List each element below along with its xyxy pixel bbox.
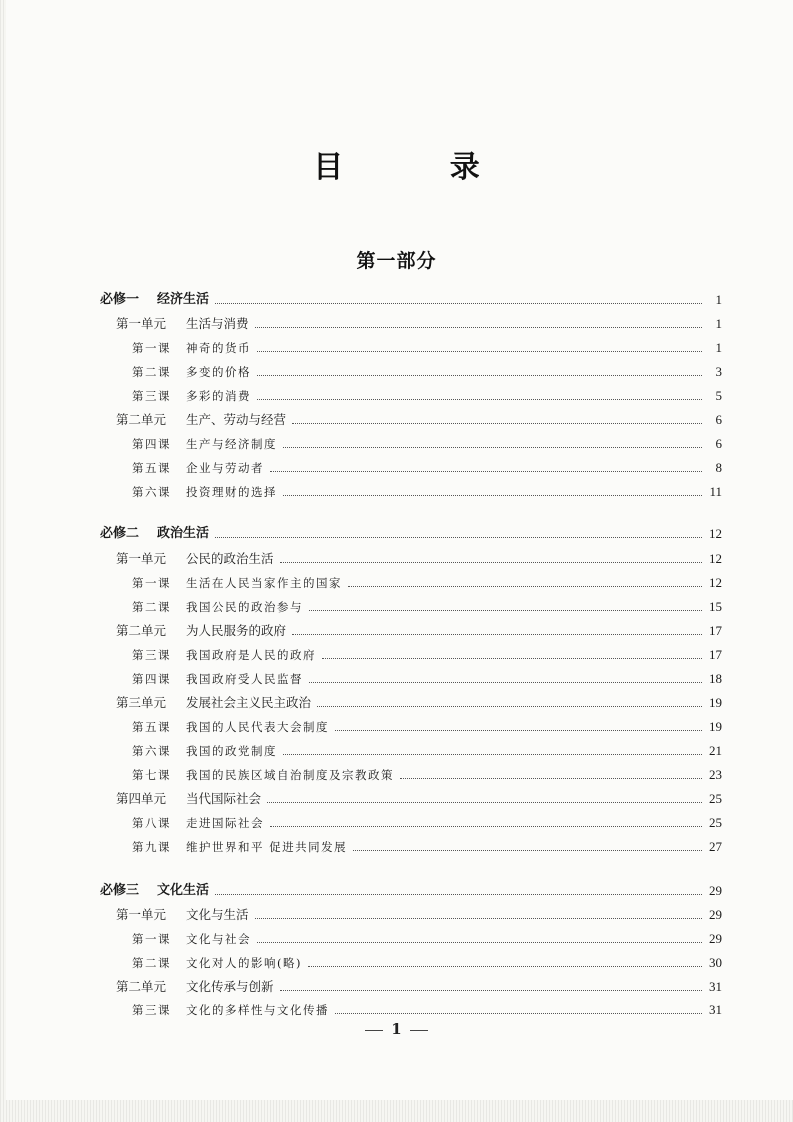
toc-entry-title: 生产、劳动与经营 bbox=[186, 412, 287, 427]
footer-dash-left bbox=[365, 1030, 383, 1031]
toc-leader-dots bbox=[257, 941, 702, 943]
toc-entry-number: 第二单元 bbox=[116, 623, 167, 638]
toc-entry-lesson bbox=[132, 482, 722, 502]
toc-leader-dots bbox=[280, 989, 702, 991]
toc-entry-number: 第一单元 bbox=[116, 551, 167, 566]
toc-entry-number: 第一单元 bbox=[116, 316, 167, 331]
toc-entry-page: 3 bbox=[715, 364, 722, 379]
toc-leader-dots bbox=[270, 470, 702, 472]
toc-entry-number: 必修一 bbox=[100, 292, 140, 307]
toc-entry-title: 投资理财的选择 bbox=[186, 485, 277, 499]
toc-entry-number: 第三课 bbox=[132, 1003, 171, 1017]
toc-entry-title: 文化对人的影响(略) bbox=[186, 956, 302, 970]
toc-entry-page: 12 bbox=[709, 526, 722, 541]
toc-leader-dots bbox=[335, 1012, 702, 1014]
toc-entry-page: 17 bbox=[709, 623, 722, 638]
toc-entry-title: 走进国际社会 bbox=[186, 816, 264, 830]
toc-entry-lesson bbox=[132, 669, 722, 689]
toc-entry-number: 第二单元 bbox=[116, 979, 167, 994]
toc-entry-page: 1 bbox=[715, 316, 722, 331]
toc-entry-module bbox=[100, 881, 722, 901]
toc-leader-dots bbox=[348, 585, 702, 587]
toc-entry-page: 18 bbox=[709, 671, 722, 686]
toc-entry-number: 第一课 bbox=[132, 576, 171, 590]
toc-entry-title: 多彩的消费 bbox=[186, 389, 251, 403]
toc-leader-dots bbox=[215, 302, 702, 304]
toc-leader-dots bbox=[335, 729, 702, 731]
toc-entry-page: 23 bbox=[709, 767, 722, 782]
page-footer bbox=[0, 1020, 793, 1038]
toc-entry-page: 1 bbox=[715, 292, 722, 307]
toc-leader-dots bbox=[257, 374, 702, 376]
toc-entry-title: 文化的多样性与文化传播 bbox=[186, 1003, 329, 1017]
toc-entry-lesson bbox=[132, 458, 722, 478]
toc-entry-lesson bbox=[132, 741, 722, 761]
toc-entry-lesson bbox=[132, 362, 722, 382]
toc-entry-title: 文化传承与创新 bbox=[186, 979, 274, 994]
toc-entry-title: 我国公民的政治参与 bbox=[186, 600, 303, 614]
toc-leader-dots bbox=[283, 446, 702, 448]
toc-entry-page: 29 bbox=[709, 907, 722, 922]
toc-entry-page: 5 bbox=[715, 388, 722, 403]
toc-entry-number: 必修三 bbox=[100, 883, 140, 898]
toc-entry-number: 第二课 bbox=[132, 600, 171, 614]
toc-entry-title: 生产与经济制度 bbox=[186, 437, 277, 451]
toc-entry-lesson bbox=[132, 837, 722, 857]
toc-leader-dots bbox=[292, 633, 702, 635]
toc-entry-title: 生活在人民当家作主的国家 bbox=[186, 576, 342, 590]
toc-entry-number: 第五课 bbox=[132, 720, 171, 734]
toc-entry-page: 1 bbox=[715, 340, 722, 355]
toc-entry-page: 12 bbox=[709, 551, 722, 566]
toc-entry-unit bbox=[116, 905, 722, 925]
toc-entry-page: 11 bbox=[709, 484, 722, 499]
toc-entry-number: 第五课 bbox=[132, 461, 171, 475]
part-title: 第一部分 bbox=[356, 250, 437, 272]
toc-entry-title: 我国的民族区域自治制度及宗教政策 bbox=[186, 768, 394, 782]
toc-leader-dots bbox=[270, 825, 702, 827]
toc-leader-dots bbox=[215, 536, 702, 538]
toc-leader-dots bbox=[257, 398, 702, 400]
toc-leader-dots bbox=[309, 681, 702, 683]
toc-leader-dots bbox=[400, 777, 702, 779]
toc-leader-dots bbox=[308, 965, 702, 967]
toc-leader-dots bbox=[353, 849, 702, 851]
toc-entry-page: 27 bbox=[709, 839, 722, 854]
toc-leader-dots bbox=[267, 801, 702, 803]
toc-entry-page: 30 bbox=[709, 955, 722, 970]
toc-entry-title: 为人民服务的政府 bbox=[186, 623, 287, 638]
toc-entry-page: 31 bbox=[709, 979, 722, 994]
toc-entry-number: 第二单元 bbox=[116, 412, 167, 427]
toc-entry-number: 第二课 bbox=[132, 365, 171, 379]
toc-entry-page: 6 bbox=[715, 412, 722, 427]
toc-entry-title: 文化与社会 bbox=[186, 932, 251, 946]
toc-entry-lesson bbox=[132, 813, 722, 833]
toc-entry-unit bbox=[116, 977, 722, 997]
toc-entry-title: 我国的政党制度 bbox=[186, 744, 277, 758]
toc-entry-title: 企业与劳动者 bbox=[186, 461, 264, 475]
toc-entry-number: 第二课 bbox=[132, 956, 171, 970]
toc-entry-number: 第八课 bbox=[132, 816, 171, 830]
toc-entry-page: 31 bbox=[709, 1002, 722, 1017]
page-title: 目 录 bbox=[313, 150, 528, 185]
toc-entry-page: 8 bbox=[715, 460, 722, 475]
toc-entry-page: 15 bbox=[709, 599, 722, 614]
toc-entry-number: 第四课 bbox=[132, 437, 171, 451]
toc-entry-lesson bbox=[132, 434, 722, 454]
toc-entry-title: 我国的人民代表大会制度 bbox=[186, 720, 329, 734]
toc-leader-dots bbox=[317, 705, 702, 707]
toc-entry-number: 第一课 bbox=[132, 341, 171, 355]
toc-entry-lesson bbox=[132, 597, 722, 617]
toc-entry-module bbox=[100, 524, 722, 544]
toc-entry-title: 多变的价格 bbox=[186, 365, 251, 379]
toc-entry-title: 公民的政治生活 bbox=[186, 551, 274, 566]
toc-entry-number: 第六课 bbox=[132, 485, 171, 499]
toc-entry-page: 6 bbox=[715, 436, 722, 451]
toc-entry-lesson bbox=[132, 765, 722, 785]
toc-entry-page: 12 bbox=[709, 575, 722, 590]
toc-leader-dots bbox=[283, 494, 702, 496]
toc-leader-dots bbox=[280, 561, 702, 563]
toc-entry-page: 19 bbox=[709, 695, 722, 710]
toc-leader-dots bbox=[283, 753, 702, 755]
footer-dash-right bbox=[410, 1030, 428, 1031]
toc-entry-number: 第四课 bbox=[132, 672, 171, 686]
toc-leader-dots bbox=[255, 326, 702, 328]
toc-entry-lesson bbox=[132, 1000, 722, 1020]
toc-entry-title: 文化生活 bbox=[157, 883, 210, 898]
toc-entry-lesson bbox=[132, 929, 722, 949]
toc-leader-dots bbox=[257, 350, 702, 352]
toc-entry-page: 21 bbox=[709, 743, 722, 758]
toc-leader-dots bbox=[215, 893, 702, 895]
toc-leader-dots bbox=[255, 917, 702, 919]
toc-entry-page: 19 bbox=[709, 719, 722, 734]
toc-entry-number: 第九课 bbox=[132, 840, 171, 854]
toc-leader-dots bbox=[322, 657, 702, 659]
toc-entry-number: 第三课 bbox=[132, 389, 171, 403]
toc-entry-number: 第四单元 bbox=[116, 791, 167, 806]
toc-entry-unit bbox=[116, 410, 722, 430]
toc-entry-title: 神奇的货币 bbox=[186, 341, 251, 355]
toc-entry-number: 第六课 bbox=[132, 744, 171, 758]
toc-entry-title: 文化与生活 bbox=[186, 907, 249, 922]
toc-entry-unit bbox=[116, 314, 722, 334]
toc-entry-lesson bbox=[132, 338, 722, 358]
toc-entry-number: 第三课 bbox=[132, 648, 171, 662]
toc-entry-lesson bbox=[132, 573, 722, 593]
toc-entry-page: 29 bbox=[709, 931, 722, 946]
toc-entry-number: 第七课 bbox=[132, 768, 171, 782]
toc-entry-title: 我国政府是人民的政府 bbox=[186, 648, 316, 662]
toc-entry-lesson bbox=[132, 645, 722, 665]
toc-entry-unit bbox=[116, 549, 722, 569]
toc-entry-title: 我国政府受人民监督 bbox=[186, 672, 303, 686]
toc-entry-title: 当代国际社会 bbox=[186, 791, 262, 806]
toc-entry-unit bbox=[116, 789, 722, 809]
footer-page-number: 1 bbox=[391, 1020, 402, 1038]
toc-entry-page: 25 bbox=[709, 791, 722, 806]
toc-entry-lesson bbox=[132, 953, 722, 973]
toc-entry-lesson bbox=[132, 717, 722, 737]
toc-entry-lesson bbox=[132, 386, 722, 406]
toc-entry-number: 第三单元 bbox=[116, 695, 167, 710]
toc-entry-title: 生活与消费 bbox=[186, 316, 249, 331]
toc-entry-number: 第一单元 bbox=[116, 907, 167, 922]
toc-entry-unit bbox=[116, 693, 722, 713]
toc-entry-unit bbox=[116, 621, 722, 641]
toc-entry-title: 发展社会主义民主政治 bbox=[186, 695, 312, 710]
toc-entry-title: 维护世界和平 促进共同发展 bbox=[186, 840, 348, 854]
toc-entry-title: 经济生活 bbox=[157, 292, 210, 307]
toc-entry-page: 25 bbox=[709, 815, 722, 830]
scan-bottom-edge bbox=[0, 1100, 793, 1122]
toc-entry-module bbox=[100, 290, 722, 310]
toc-entry-number: 必修二 bbox=[100, 526, 140, 541]
toc-leader-dots bbox=[309, 609, 702, 611]
toc-entry-number: 第一课 bbox=[132, 932, 171, 946]
toc-entry-title: 政治生活 bbox=[157, 526, 210, 541]
toc-entry-page: 29 bbox=[709, 883, 722, 898]
toc-entry-page: 17 bbox=[709, 647, 722, 662]
toc-leader-dots bbox=[292, 422, 702, 424]
